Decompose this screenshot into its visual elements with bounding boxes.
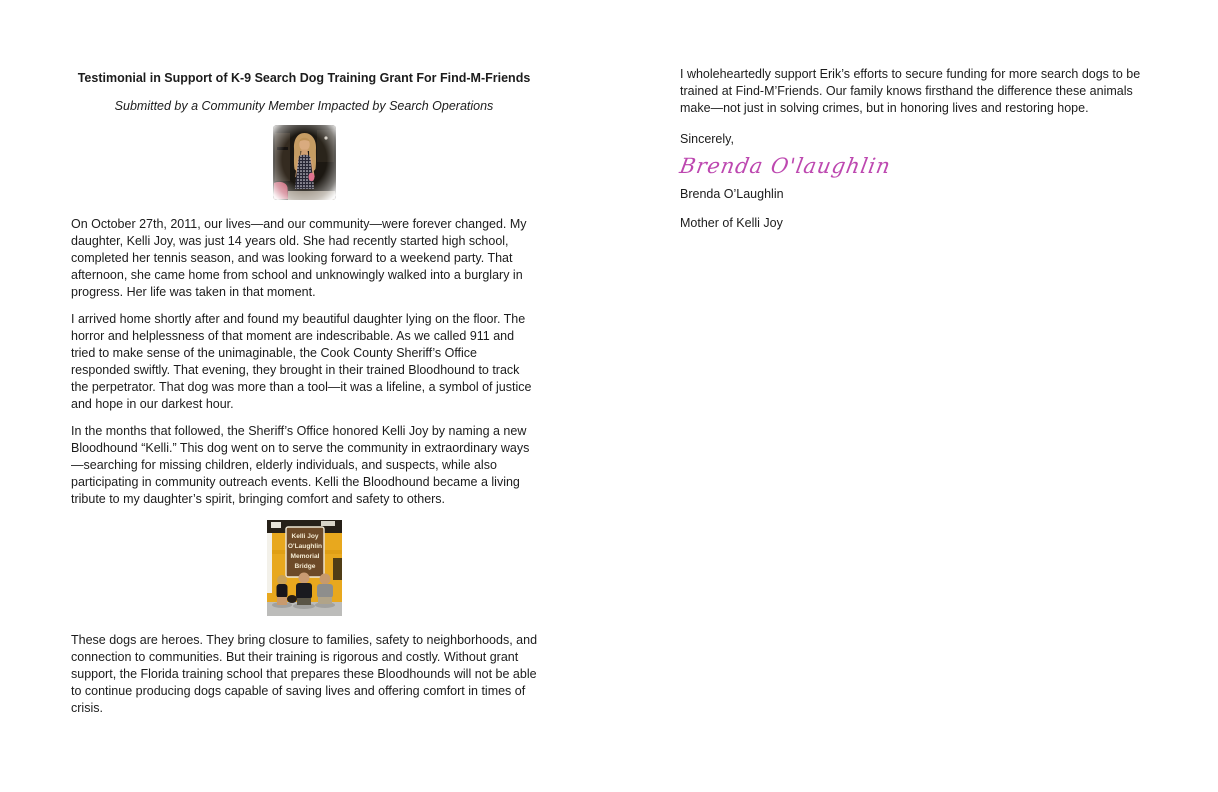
signatory-role: Mother of Kelli Joy: [680, 216, 783, 230]
bridge-photo-graphic: [265, 518, 344, 620]
sign-line-3: Memorial: [290, 553, 319, 560]
testimonial-paragraph-1: On October 27th, 2011, our lives—and our community—were forever changed. My daughter, Kelli Joy, was just 14 years old. She had recently started high school, completed her tennis season, and was looking forward to a weekend party. That afternoon, she came home from school and unknowingly walked into a burglary in progress. Her life was taken in that moment.: [71, 217, 527, 299]
testimonial-column: [71, 71, 537, 727]
sign-line-2: O'Laughlin: [287, 543, 322, 550]
handwritten-signature: Brenda O'laughlin: [677, 154, 893, 178]
testimonial-paragraph-3: In the months that followed, the Sheriff’s Office honored Kelli Joy by naming a new Bloodhound “Kelli.” This dog went on to serve the community in extraordinary ways—searching for missing children, elderly individuals, and suspects, while also participating in community outreach events. Kelli the Bloodhound became a living tribute to my daughter’s spirit, bringing comfort and safety to others.: [71, 424, 530, 506]
closing-column: [677, 66, 1147, 232]
salutation: Sincerely,: [680, 132, 734, 146]
sign-line-4: Bridge: [294, 563, 315, 570]
document-title: Testimonial in Support of K-9 Search Dog Training Grant For Find-M-Friends: [77, 71, 531, 85]
family-figures: [276, 573, 333, 606]
kelli-portrait-photo: [273, 125, 336, 200]
portrait-photo-graphic: [273, 125, 336, 200]
testimonial-paragraph-2: I arrived home shortly after and found my beautiful daughter lying on the floor. The horror and helplessness of that moment are indescribable. As we called 911 and tried to make sense of the unimaginable, the Cook County Sheriff’s Office responded swiftly. That evening, they brought in their trained Bloodhound to track the perpetrator. That dog was more than a tool—it was a lifeline, a symbol of justice and hope in our darkest hour.: [71, 312, 532, 411]
memorial-bridge-sign: [286, 527, 324, 577]
signatory-name: Brenda O’Laughlin: [680, 187, 784, 201]
document-subtitle: Submitted by a Community Member Impacted by Search Operations: [114, 99, 494, 113]
sign-line-1: Kelli Joy: [290, 533, 319, 540]
testimonial-paragraph-4: These dogs are heroes. They bring closure to families, safety to neighborhoods, and connection to communities. But their training is rigorous and costly. Without grant support, the Florida training school that prepares these Bloodhounds will not be able to continue producing dogs capable of saving lives and offering comfort in times of crisis.: [71, 633, 538, 715]
memorial-bridge-photo: [265, 518, 344, 620]
closing-paragraph: I wholeheartedly support Erik’s efforts to secure funding for more search dogs to be trained at Find-M’Friends. Our family knows firsthand the difference these animals make—not just in solving crimes, but in honoring lives and restoring hope.: [680, 67, 1141, 115]
